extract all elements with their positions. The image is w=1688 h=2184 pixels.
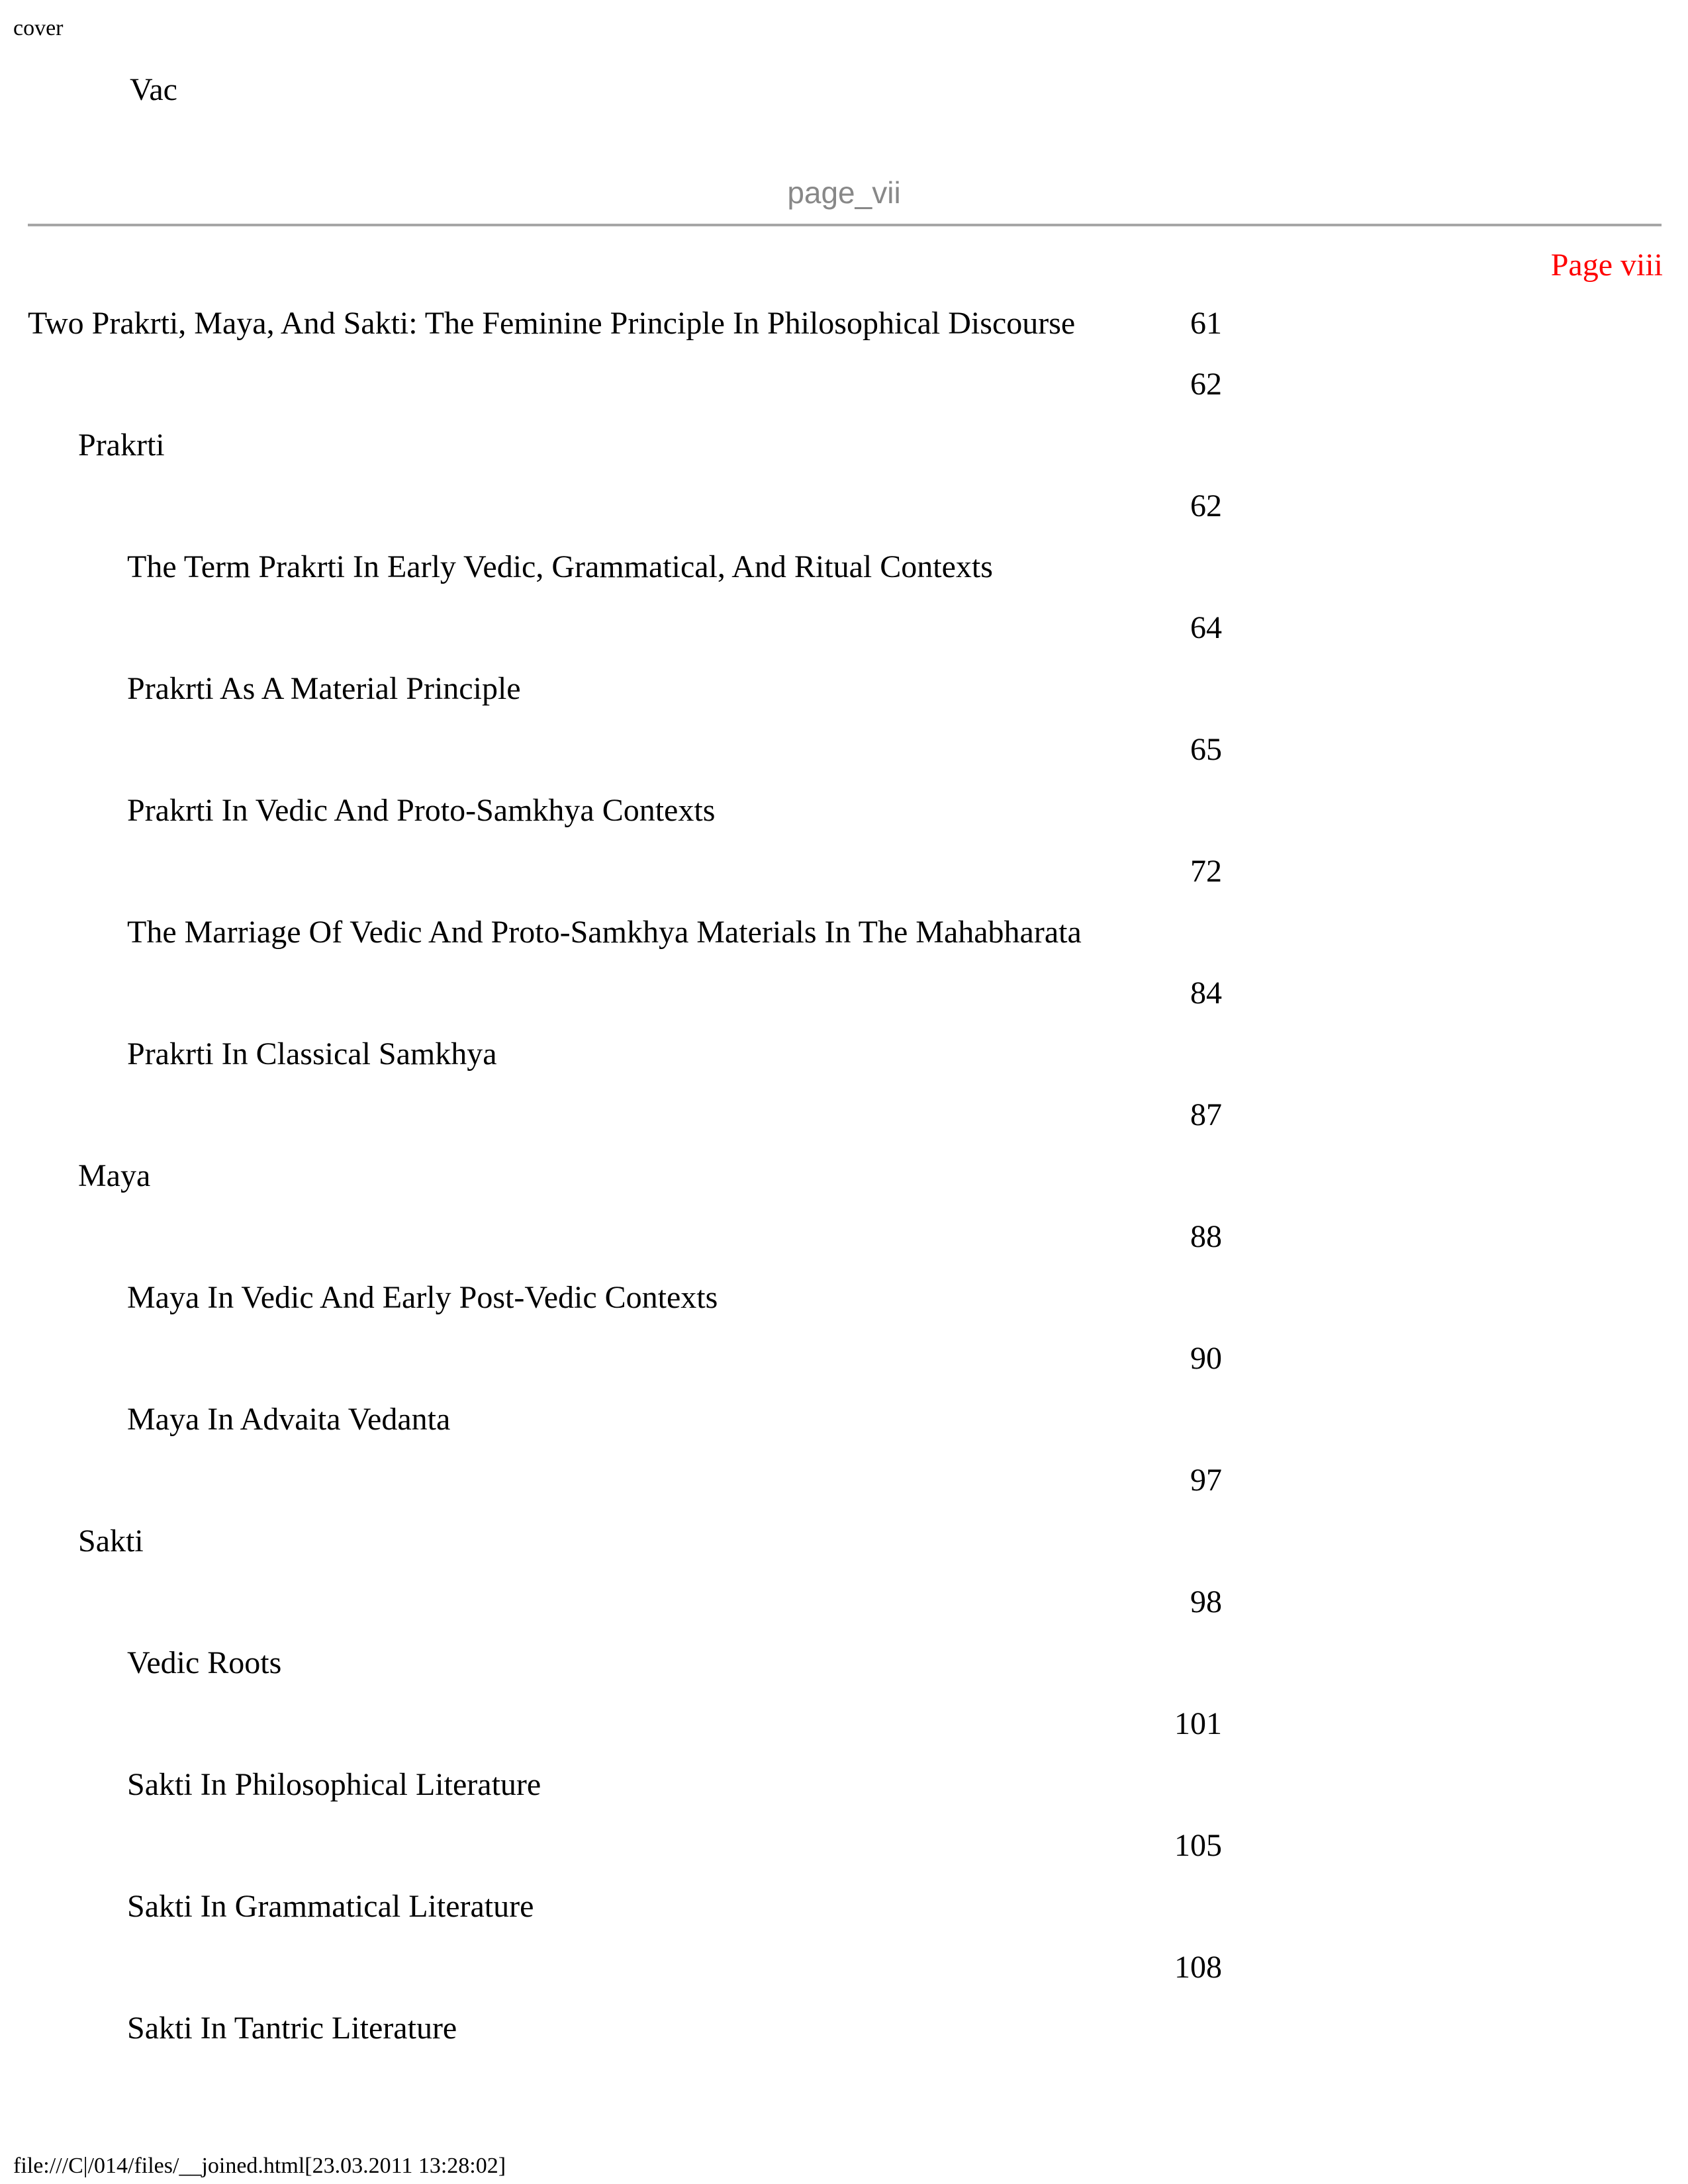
- toc-page-number: 98: [1190, 1584, 1222, 1619]
- toc-chapter-page: 61: [1190, 306, 1222, 341]
- toc-page-number: 84: [1190, 976, 1222, 1011]
- toc-subsection-title[interactable]: Sakti In Philosophical Literature: [127, 1767, 541, 1802]
- toc-page-number: 65: [1190, 732, 1222, 767]
- toc-subsection-title[interactable]: Maya In Vedic And Early Post-Vedic Contexts: [127, 1280, 718, 1315]
- toc-page-number: 62: [1190, 367, 1222, 402]
- toc-page-number: 72: [1190, 854, 1222, 889]
- toc-page-number: 90: [1190, 1341, 1222, 1376]
- cover-label: cover: [13, 16, 64, 40]
- toc-chapter-title[interactable]: Two Prakrti, Maya, And Sakti: The Feminine Principle In Philosophical Discourse: [28, 306, 1076, 341]
- toc-subsection-title[interactable]: Prakrti In Classical Samkhya: [127, 1036, 497, 1071]
- footer-file-path: file:///C|/014/files/__joined.html[23.03.2011 13:28:02]: [13, 2154, 506, 2178]
- toc-subsection-title[interactable]: Prakrti In Vedic And Proto-Samkhya Contexts: [127, 793, 716, 828]
- toc-page-number: 108: [1174, 1950, 1222, 1985]
- page-number-label: Page viii: [1550, 248, 1663, 283]
- toc-page-number: 88: [1190, 1219, 1222, 1254]
- vac-heading[interactable]: Vac: [130, 72, 177, 107]
- toc-subsection-title[interactable]: The Term Prakrti In Early Vedic, Grammatical, And Ritual Contexts: [127, 549, 993, 584]
- toc-subsection-title[interactable]: Vedic Roots: [127, 1645, 282, 1680]
- toc-section-title[interactable]: Prakrti: [78, 428, 165, 463]
- toc-page-number: 97: [1190, 1463, 1222, 1498]
- toc-page-number: 87: [1190, 1097, 1222, 1132]
- page-marker: page_vii: [787, 175, 901, 210]
- toc-page-number: 105: [1174, 1828, 1222, 1863]
- toc-section-title[interactable]: Sakti: [78, 1524, 144, 1559]
- toc-subsection-title[interactable]: Sakti In Tantric Literature: [127, 2011, 457, 2046]
- toc-section-title[interactable]: Maya: [78, 1158, 151, 1193]
- page-divider: [28, 224, 1662, 226]
- toc-subsection-title[interactable]: Sakti In Grammatical Literature: [127, 1889, 534, 1924]
- toc-subsection-title[interactable]: The Marriage Of Vedic And Proto-Samkhya Materials In The Mahabharata: [127, 915, 1082, 950]
- toc-page-number: 64: [1190, 610, 1222, 645]
- toc-subsection-title[interactable]: Prakrti As A Material Principle: [127, 671, 521, 706]
- toc-subsection-title[interactable]: Maya In Advaita Vedanta: [127, 1402, 451, 1437]
- toc-page-number: 101: [1174, 1706, 1222, 1741]
- toc-page-number: 62: [1190, 488, 1222, 523]
